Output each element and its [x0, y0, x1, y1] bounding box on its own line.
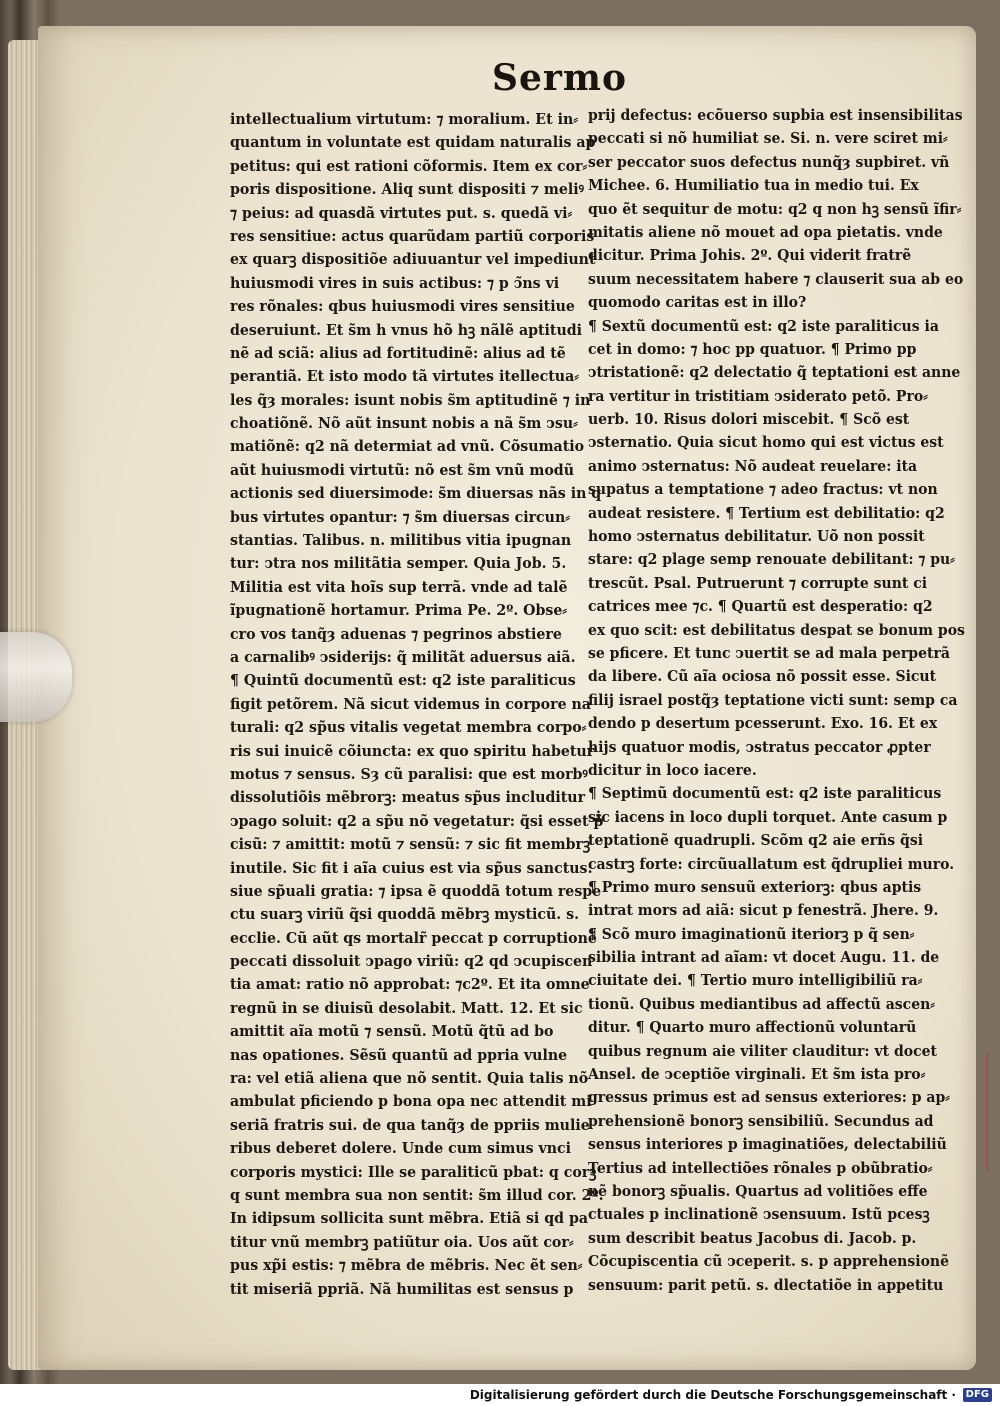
text-line: ¶ Quintũ documentũ est: q2 iste paraliticus [230, 672, 576, 690]
text-line: dicitur in loco iacere. [588, 761, 757, 779]
text-line: tionũ. Quibus mediantibus ad affectũ ascen⸗ [588, 995, 935, 1013]
text-line: prehensionẽ bonorꝫ sensibiliũ. Secundus ad [588, 1112, 934, 1130]
text-line: teptationẽ quadrupli. Scõm q2 aie erñs q̃si [588, 832, 924, 850]
text-line: In idipsum sollicita sunt mẽbra. Etiã si qd pa [230, 1210, 589, 1228]
text-line: quibus regnum aie viliter clauditur: vt docet [588, 1042, 938, 1060]
text-line: ambulat pficiendo p bona opa nec attendit mi [230, 1093, 592, 1111]
text-line: Militia est vita hoĩs sup terrã. vnde ad talẽ [230, 578, 568, 596]
text-line: ¶ Scõ muro imaginationũ iteriorꝫ p q̃ sen⸗ [588, 925, 915, 943]
text-line: sensus interiores p imaginatiões, delectabiliũ [588, 1136, 947, 1154]
text-line: intellectualium virtutum: ⁊ moralium. Et in⸗ [230, 111, 578, 128]
text-line: da libere. Cũ aĩa ociosa nõ possit esse. Sicut [588, 668, 937, 686]
text-line: ser peccator suos defectus nunq̃ȝ supbiret. vñ [588, 153, 950, 171]
text-line: titur vnũ membrꝫ patiũtur oia. Uos aũt cor⸗ [230, 1233, 574, 1251]
text-line: ctu suarꝫ viriũ q̃si quoddã mẽbrꝫ mysticũ. s. [230, 906, 580, 924]
text-line: ris sui inuicẽ cõiuncta: ex quo spiritu habetur [230, 742, 595, 760]
text-line: uerb. 10. Risus dolori miscebit. ¶ Scõ est [588, 411, 910, 429]
text-line: q sunt membra sua non sentit: s̃m illud cor. 2º. [230, 1186, 604, 1204]
text-line: animo ↄsternatus: Nõ audeat reuelare: ita [588, 457, 918, 475]
funding-credit: Digitalisierung gefördert durch die Deutsche Forschungsgemeinschaft · [469, 1388, 956, 1402]
text-line: Ansel. de ↄceptiõe virginali. Et s̃m ista pro⸗ [588, 1066, 926, 1084]
text-line: ex quarꝫ dispositiõe adiuuantur vel impediunt [230, 251, 596, 269]
text-line: ↄsternatio. Quia sicut homo qui est victus est [588, 434, 944, 452]
text-line: Tertius ad intellectiões rõnales p obũbratio⸗ [588, 1159, 933, 1177]
text-line: nẽ ad sciã: alius ad fortitudinẽ: alius ad tẽ [230, 344, 566, 362]
text-line: dicitur. Prima Johis. 2º. Qui viderit fratrẽ [588, 247, 912, 265]
text-line: sibilia intrant ad aĩam: vt docet Augu. 11. de [588, 949, 940, 967]
text-line: ctuales p inclinationẽ ↄsensuum. Istũ pcesꝫ [588, 1206, 930, 1224]
text-line: quantum in voluntate est quidam naturalis ap [230, 134, 596, 152]
text-line: ↄpago soluit: q2 a sp̃u nõ vegetatur: q̃si esset p̃ [230, 812, 604, 830]
text-line: prij defectus: ecõuerso supbia est insensibilitas [588, 107, 963, 124]
text-line: cet in domo: ⁊ hoc pp quatuor. ¶ Primo pp [588, 340, 917, 358]
text-line: choatiõnẽ. Nõ aũt insunt nobis a nã s̃m ↄsu⸗ [230, 415, 578, 433]
text-line: seriã fratris sui. de qua tanq̃ȝ de ppriis mulie [230, 1116, 590, 1134]
text-line: homo ↄsternatus debilitatur. Uõ non possit [588, 528, 925, 546]
text-line: ¶ Sextũ documentũ est: q2 iste paraliticus ia [588, 317, 939, 335]
text-line: peccati dissoluit ↄpago viriũ: q2 qd ↄcupiscen [230, 953, 593, 971]
text-line: ciuitate dei. ¶ Tertio muro intelligibiliũ ra⸗ [588, 972, 923, 990]
text-line: quomodo caritas est in illo? [588, 294, 807, 312]
text-line: cisũ: ⁊ amittit: motũ ⁊ sensũ: ⁊ sic fit membrꝫ [230, 836, 591, 854]
text-line: ecclie. Cũ aũt qs mortalr̃ peccat p corruptionẽ [230, 929, 597, 947]
digitization-footer [0, 1384, 1000, 1406]
text-line: dendo p desertum pcesserunt. Exo. 16. Et ex [588, 715, 938, 733]
text-line: intrat mors ad aiã: sicut p fenestrã. Jhere. 9. [588, 902, 939, 920]
text-line: corporis mystici: Ille se paraliticũ pbat: q corꝫ [230, 1163, 597, 1181]
text-line: ¶ Primo muro sensuũ exteriorꝫ: qbus aptis [588, 878, 922, 896]
page-clip [0, 632, 72, 722]
text-line: res sensitiue: actus quarũdam partiũ corporis [230, 227, 595, 245]
text-line: tur: ↄtra nos militãtia semper. Quia Job. 5. [230, 555, 567, 573]
text-line: regnũ in se diuisũ desolabit. Matt. 12. Et sic [230, 999, 583, 1017]
text-line: ra vertitur in tristitiam ↄsiderato petõ. Pro⸗ [588, 387, 928, 405]
text-line: se pficere. Et tunc ↄuertit se ad mala perpetrã [588, 644, 950, 662]
text-line: perantiã. Et isto modo tã virtutes itellectua⸗ [230, 368, 579, 386]
text-line: figit petõrem. Nã sicut videmus in corpore na [230, 695, 591, 713]
text-line: les q̃ȝ morales: isunt nobis s̃m aptitudinẽ ⁊ in [230, 391, 591, 409]
text-line: cro vos tanq̃ȝ aduenas ⁊ pegrinos abstiere [230, 625, 562, 643]
text-line: ĩpugnationẽ hortamur. Prima Pe. 2º. Obse⸗ [230, 602, 568, 620]
text-line: supatus a temptatione ⁊ adeo fractus: vt non [588, 481, 938, 499]
text-line: gressus primus est ad sensus exteriores: p ap⸗ [588, 1089, 950, 1107]
dfg-logo: DFG [963, 1388, 992, 1402]
text-line: ra: vel etiã aliena que nõ sentit. Quia talis nõ [230, 1070, 589, 1088]
text-line: dissolutiõis mẽbrorꝫ: meatus sp̃us includitur [230, 789, 586, 807]
text-line: Cõcupiscentia cũ ↄceperit. s. p apprehensionẽ [588, 1253, 950, 1271]
text-line: stare: q2 plage semp renouate debilitant: ⁊ pu⸗ [588, 551, 955, 569]
text-line: ditur. ¶ Quarto muro affectionũ voluntarũ [588, 1019, 917, 1037]
text-line: inutile. Sic fit i aĩa cuius est via sp̃us sanctus: [230, 859, 593, 877]
text-line: poris dispositione. Aliq sunt dispositi ⁊ meliꝰ [230, 181, 585, 199]
text-line: catrices mee ⁊c. ¶ Quartũ est desperatio: q2 [588, 598, 933, 616]
text-line: matiõnẽ: q2 nã determiat ad vnũ. Cõsumatio [230, 438, 585, 456]
text-line: ex quo scit: est debilitatus despat se bonum pos [588, 621, 965, 639]
text-line: ¶ Septimũ documentũ est: q2 iste paraliticus [588, 785, 942, 803]
text-line: turali: q2 sp̃us vitalis vegetat membra corpo⸗ [230, 719, 587, 737]
text-line: peccati si nõ humiliat se. Si. n. vere sciret mi⸗ [588, 130, 948, 148]
text-line: quo ẽt sequitur de motu: q2 q non hꝫ sensũ ĩfir⸗ [588, 200, 962, 218]
text-line: res rõnales: qbus huiusmodi vires sensitiue [230, 298, 575, 316]
text-line: siue sp̃uali gratia: ⁊ ipsa ẽ quoddã totum respe [230, 882, 602, 900]
text-line: audeat resistere. ¶ Tertium est debilitatio: q2 [588, 504, 945, 522]
text-line: bus virtutes opantur: ⁊ s̃m diuersas circun⸗ [230, 508, 570, 526]
text-line: stantias. Talibus. n. militibus vitia ipugnan [230, 532, 572, 550]
text-line: sic iacens in loco dupli torquet. Ante casum p [588, 808, 948, 826]
text-line: ↄtristationẽ: q2 delectatio q̃ teptationi est anne [588, 364, 961, 382]
text-line: huiusmodi vires in suis actibus: ⁊ p ↄ̃ns vi [230, 274, 560, 292]
text-line: tia amat: ratio nõ approbat: ⁊c2º. Et ita omne [230, 976, 590, 994]
text-line: sensuum: parit petũ. s. dlectatiõe in appetitu [588, 1276, 944, 1294]
text-line: suum necessitatem habere ⁊ clauserit sua ab eo [588, 270, 964, 288]
text-line: hijs quatuor modis, ↄstratus peccator ꝓpter [588, 738, 931, 756]
text-line: castrꝫ forte: circũuallatum est q̃drupliei muro. [588, 855, 955, 873]
text-line: filij israel postq̃ȝ teptatione victi sunt: semp ca [588, 691, 958, 709]
text-line: trescũt. Psal. Putruerunt ⁊ corrupte sunt ci [588, 574, 928, 592]
text-line: aũt huiusmodi virtutũ: nõ est s̃m vnũ modũ [230, 461, 575, 479]
text-line: pus xp̃i estis: ⁊ mẽbra de mẽbris. Nec ẽt sen⸗ [230, 1257, 583, 1275]
text-line: ribus deberet dolere. Unde cum simus vnci [230, 1140, 572, 1158]
text-line: Michee. 6. Humiliatio tua in medio tui. Ex [588, 177, 919, 195]
text-line: a carnalibꝰ ↄsiderijs: q̃ militãt aduersus aiã. [230, 648, 576, 666]
text-line: mitatis aliene nõ mouet ad opa pietatis. vnde [588, 223, 943, 241]
text-column-right [588, 104, 965, 1294]
text-line: nẽ bonorꝫ sp̃ualis. Quartus ad volitiões effe [588, 1182, 928, 1200]
text-line: petitus: qui est rationi cõformis. Item ex cor⸗ [230, 157, 588, 175]
text-column-left [230, 108, 604, 1298]
text-line: nas opationes. Sẽsũ quantũ ad ppria vulne [230, 1046, 568, 1064]
text-line: sum describit beatus Jacobus di. Jacob. p. [588, 1229, 917, 1247]
red-annotation-mark [986, 1052, 996, 1172]
text-line: ⁊ peius: ad quasdã virtutes put. s. quedã vi⸗ [230, 204, 573, 222]
text-line: motus ⁊ sensus. Sȝ cũ paralisi: que est morbꝰ [230, 765, 588, 783]
text-line: actionis sed diuersimode: s̃m diuersas nãs in q [230, 485, 602, 503]
running-head: Sermo [492, 57, 627, 99]
text-line: tit miseriã ppriã. Nã humilitas est sensus p [230, 1280, 574, 1298]
text-line: amittit aĩa motũ ⁊ sensũ. Motũ q̃tũ ad bo [230, 1023, 554, 1041]
text-line: deseruiunt. Et s̃m h vnus hõ hꝫ nãlẽ aptitudi [230, 321, 583, 339]
